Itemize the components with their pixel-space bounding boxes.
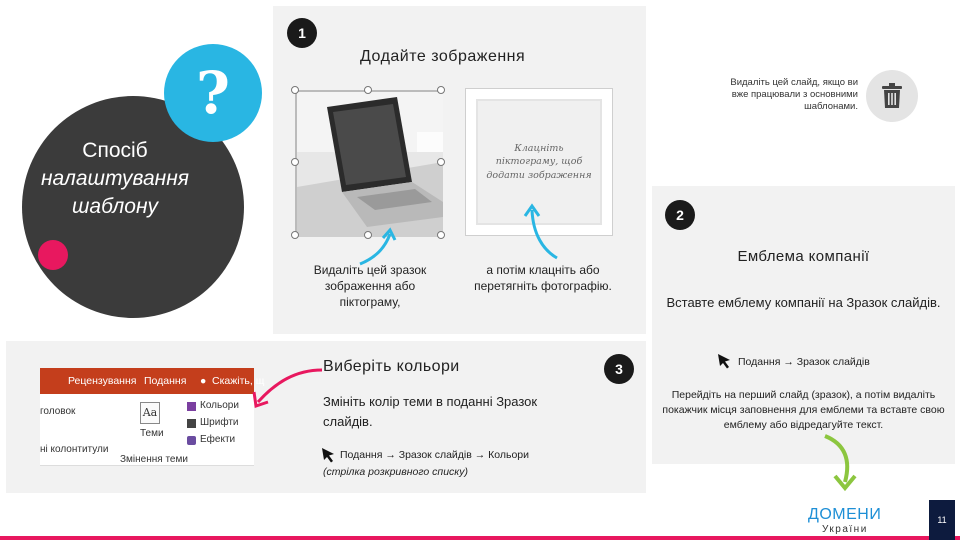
- ribbon-group-label: Змінення теми: [120, 454, 188, 465]
- method-title-line1: Спосіб: [82, 139, 148, 162]
- ribbon-screenshot: [40, 368, 265, 466]
- trash-icon: [881, 83, 903, 109]
- themes-button[interactable]: Теми: [140, 428, 164, 439]
- colors-icon: [187, 402, 196, 411]
- delete-slide-button[interactable]: [866, 70, 918, 122]
- laptop-photo: [297, 92, 443, 237]
- brand-logo-name: ДОМЕНИ: [808, 506, 882, 523]
- fonts-dropdown[interactable]: Шрифти: [200, 417, 239, 428]
- resize-handle-br[interactable]: [437, 231, 445, 239]
- brand-logo-subtitle: України: [822, 524, 868, 535]
- ribbon-body: [40, 394, 254, 466]
- slide-number: 11: [929, 500, 955, 540]
- resize-handle-l[interactable]: [291, 158, 299, 166]
- ribbon-item-headers-footers[interactable]: ні колонтитули: [40, 444, 109, 455]
- pink-accent-dot: [38, 240, 68, 270]
- ribbon-item-headings[interactable]: головок: [40, 406, 76, 417]
- step2-insert-text: Вставте емблему компанії на Зразок слайдів.: [666, 295, 941, 310]
- step3-menu-path: Подання → Зразок слайдів → Кольори: [340, 449, 530, 461]
- tab-review[interactable]: Рецензування: [68, 375, 137, 387]
- blue-curved-arrow-icon: [515, 202, 565, 262]
- fonts-icon: [187, 419, 196, 428]
- resize-handle-r[interactable]: [437, 158, 445, 166]
- step2-title: Емблема компанії: [737, 248, 870, 265]
- step2-description: Перейдіть на перший слайд (зразок), а потім видаліть покажчик місця заповнення для емблеми та вставте свою емблему або відредагуйте текст.: [662, 389, 945, 432]
- step3-path-note: (стрілка розкривного списку): [323, 466, 469, 478]
- colors-dropdown[interactable]: Кольори: [200, 400, 239, 411]
- question-mark-glyph: ?: [196, 59, 230, 127]
- resize-handle-tr[interactable]: [437, 86, 445, 94]
- cursor-arrow-icon: [716, 352, 734, 370]
- step2-menu-path: Подання → Зразок слайдів: [738, 356, 870, 368]
- tell-me-search[interactable]: Скажіть, щ: [212, 375, 265, 387]
- resize-handle-t[interactable]: [364, 86, 372, 94]
- method-title: [40, 137, 190, 221]
- method-title-line2: налаштування: [41, 166, 189, 190]
- caption-drag-photo: а потім клацніть або перетягніть фотографію.: [474, 263, 612, 294]
- caption-remove-image: Видаліть цей зразок зображення або піктограму,: [313, 263, 427, 310]
- cursor-arrow-icon: [320, 446, 338, 464]
- question-mark-badge: [164, 44, 262, 142]
- step3-number: 3: [604, 354, 634, 384]
- sample-image[interactable]: [295, 90, 441, 235]
- placeholder-text: Клацніть піктограму, щоб додати зображення: [486, 143, 592, 181]
- footer-accent-bar: [0, 536, 960, 540]
- step1-title: Додайте зображення: [360, 48, 526, 65]
- tab-view[interactable]: Подання: [144, 375, 187, 387]
- effects-icon: [187, 436, 196, 445]
- method-title-line3: шаблону: [71, 194, 159, 218]
- pink-curved-arrow-icon: [246, 362, 326, 412]
- step1-number: 1: [287, 18, 317, 48]
- resize-handle-bl[interactable]: [291, 231, 299, 239]
- step3-description: Змініть колір теми в поданні Зразок слайдів.: [323, 394, 538, 429]
- effects-dropdown[interactable]: Ефекти: [200, 434, 236, 445]
- ribbon-tabs: [40, 368, 265, 394]
- step2-number: 2: [665, 200, 695, 230]
- resize-handle-tl[interactable]: [291, 86, 299, 94]
- delete-slide-note: Видаліть цей слайд, якщо ви вже працювали з основними шаблонами.: [730, 77, 858, 112]
- themes-gallery-icon[interactable]: Aa: [140, 402, 160, 424]
- green-down-arrow-icon: [815, 432, 865, 492]
- step3-title: Виберіть кольори: [323, 358, 460, 375]
- lightbulb-icon: ●: [200, 375, 207, 387]
